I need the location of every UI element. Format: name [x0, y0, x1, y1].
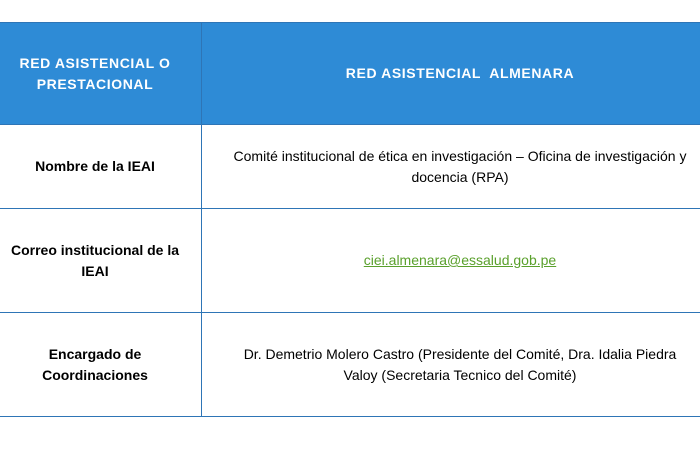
row-label-line2: Coordinaciones [42, 366, 148, 383]
row-value-line2: docencia (RPA) [411, 168, 509, 185]
table-row [0, 209, 700, 313]
ieai-info-table [0, 22, 700, 417]
header-left-line1: RED ASISTENCIAL O [19, 54, 171, 71]
row-label-nombre [0, 125, 202, 209]
row-label-encargado [0, 313, 202, 417]
row-label-line1: Correo institucional de la [10, 241, 180, 258]
header-left-line2: PRESTACIONAL [36, 75, 154, 92]
row-label-line2: IEAI [81, 262, 109, 279]
row-value-correo [202, 209, 700, 313]
row-label-line1: Nombre de la IEAI [35, 158, 155, 174]
row-label-line1: Encargado de [48, 345, 142, 362]
ieai-info-table-wrapper [0, 22, 700, 417]
table-row [0, 125, 700, 209]
header-cell-almenara [202, 23, 700, 125]
email-link[interactable]: ciei.almenara@essalud.gob.pe [363, 252, 557, 268]
table-row [0, 313, 700, 417]
row-value-line1: Dr. Demetrio Molero Castro (Presidente del Comité, Dra. Idalia Piedra [243, 345, 677, 362]
table-header-row [0, 23, 700, 125]
row-value-line1: Comité institucional de ética en investigación – Oficina de investigación y [233, 147, 687, 164]
row-value-nombre [202, 125, 700, 209]
header-right-text: RED ASISTENCIAL ALMENARA [345, 65, 575, 81]
row-label-correo [0, 209, 202, 313]
row-value-encargado [202, 313, 700, 417]
row-value-line2: Valoy (Secretaria Tecnico del Comité) [343, 366, 577, 383]
header-cell-red-asistencial [0, 23, 202, 125]
